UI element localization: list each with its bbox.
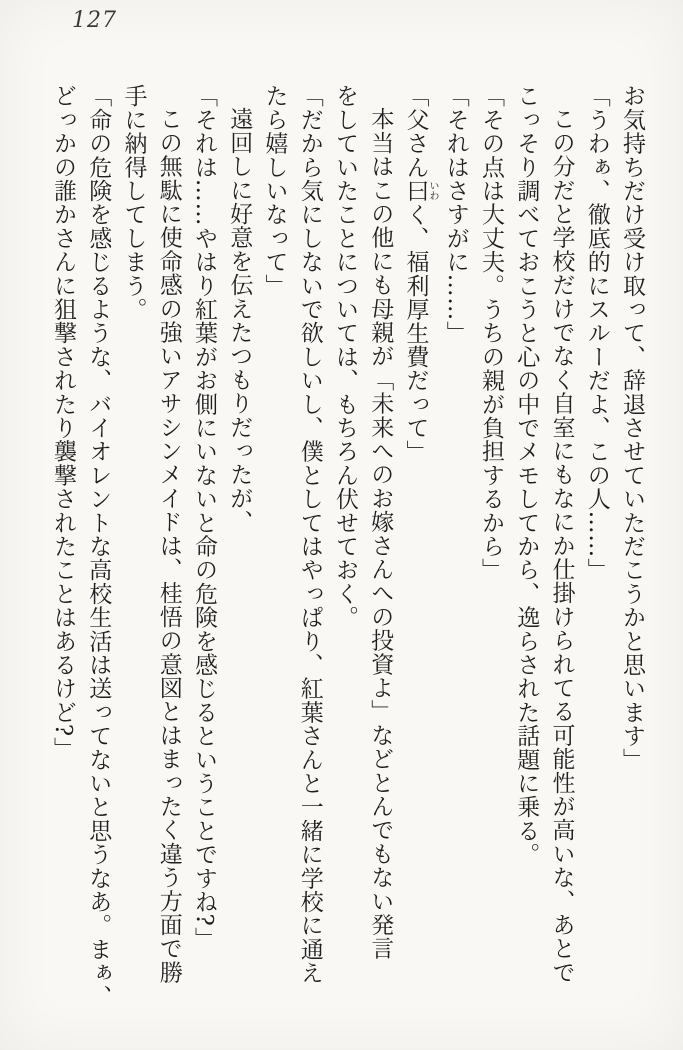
text-line: この無駄に使命感の強いアサシンメイドは、桂悟の意図とはまったく違う方面で勝 — [155, 107, 182, 984]
text-line: この分だと学校だけでなく自室にもなにか仕掛けられてる可能性が高いな、あとで — [548, 107, 575, 984]
text-line: 遠回しに好意を伝えたつもりだったが、 — [226, 107, 253, 534]
text-line: お気持ちだけ受け取って、辞退させていただこうかと思います」 — [619, 84, 645, 772]
text-line: 「その点は大丈夫。うちの親が負担するから」 — [478, 84, 504, 582]
page-number: 127 — [72, 8, 117, 33]
text-line: 「父さん曰いわく、福利厚生費だって」 — [402, 84, 438, 464]
vertical-text-block — [45, 84, 649, 1014]
text-line: 「うわぁ、徹底的にスルーだよ、この人……」 — [583, 84, 610, 582]
text-line: 手に納得してしまう。 — [120, 84, 147, 321]
text-line: たら嬉しいなって」 — [261, 84, 288, 298]
text-line: 「だから気にしないで欲しいし、僕としてはやっぱり、紅葉さんと一緒に学校に通え — [296, 84, 323, 985]
text-line: 本当はこの他にも母親が「未来へのお嫁さんへの投資よ」などとんでもない発言 — [367, 107, 394, 961]
text-line: 「それは……やはり紅葉がお側にいないと命の危険を感じるということですね?」 — [191, 84, 217, 951]
text-line: こっそり調べておこうと心の中でメモしてから、逸らされた話題に乗る。 — [513, 84, 540, 867]
text-line: をしていたことについては、もちろん伏せておく。 — [332, 84, 358, 630]
ruby-annotated-text: 曰いわ — [402, 178, 438, 203]
text-line: 「命の危険を感じるような、バイオレントな高校生活は送ってないと思うなあ。まぁ、 — [85, 84, 112, 1009]
text-line: どっかの誰かさんに狙撃されたり襲撃されたことはあるけど?」 — [50, 84, 76, 761]
text-line: 「それはさすがに……」 — [442, 84, 469, 345]
